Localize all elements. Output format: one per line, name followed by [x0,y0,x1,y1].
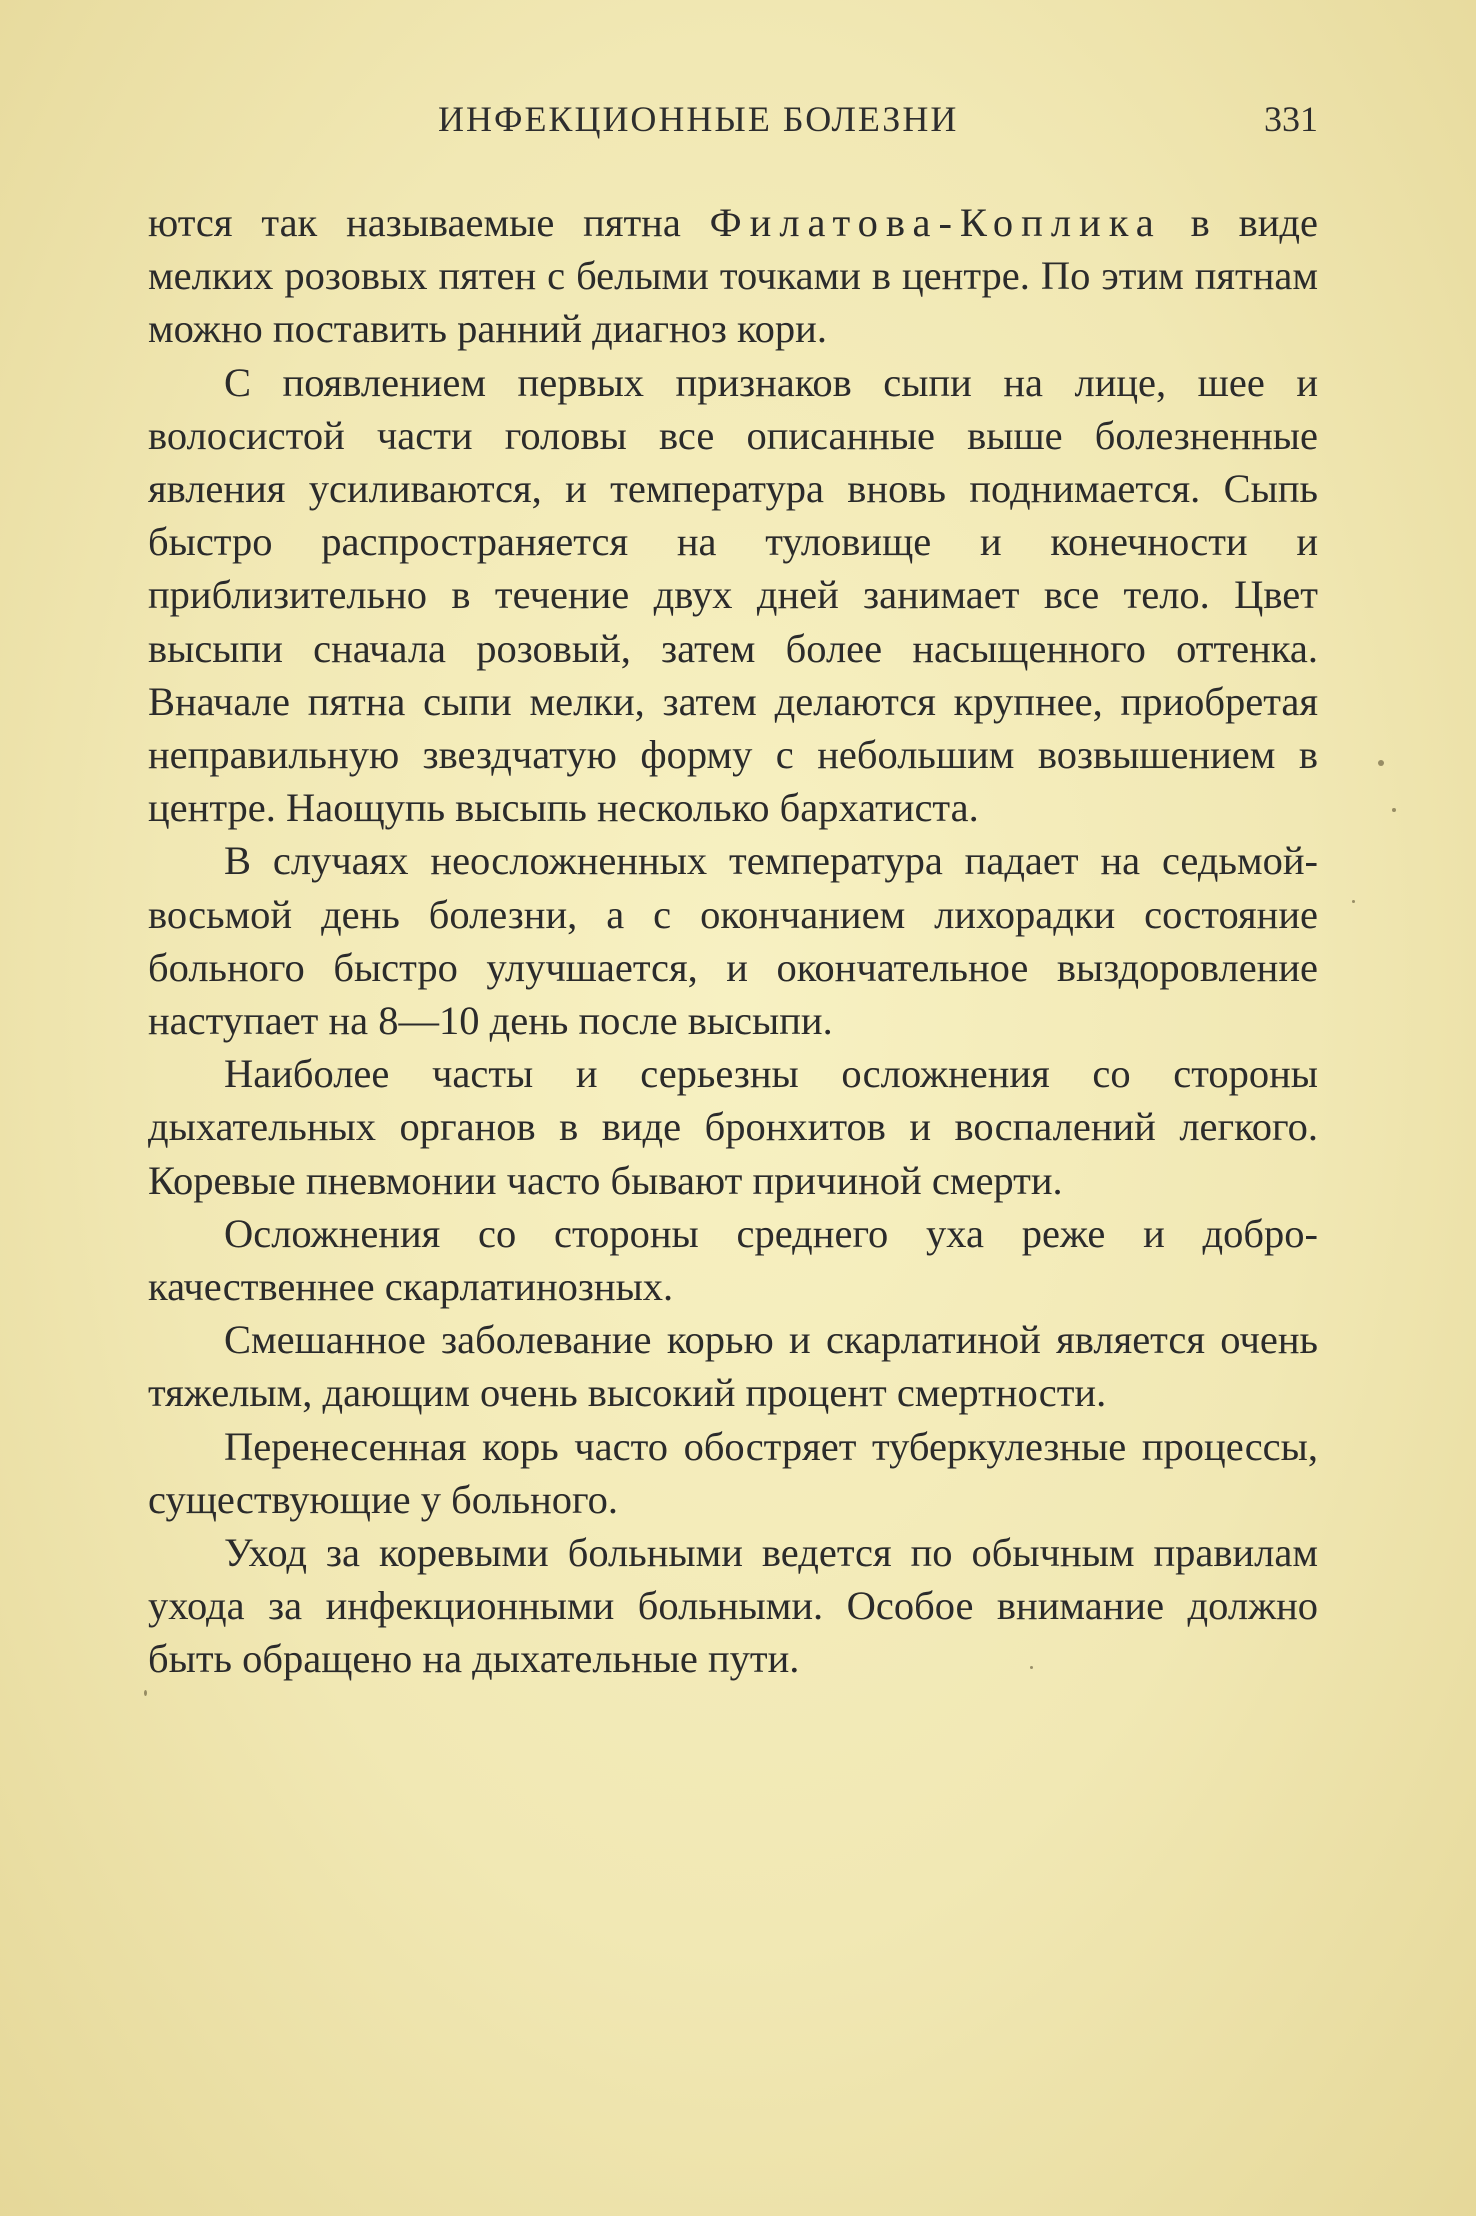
body-text [148,196,1318,1686]
running-head: ИНФЕКЦИОННЫЕ БОЛЕЗНИ [438,99,959,139]
paragraph-1-tail: в виде мелких розовых пятен с белыми точками в центре. По этим пятнам можно поставить ранний диагноз кори. [148,200,1318,352]
paper-speck [1030,1666,1033,1669]
paper-speck [1378,760,1384,766]
paragraph-5: Осложнения со стороны среднего уха реже и доброкачественнее скарлатинозных. [148,1210,1318,1310]
page-number: 331 [1264,99,1318,139]
paragraph-8: Уход за коревыми больными ведется по обычным правилам ухода за инфекционными больными. Особое внимание должно быть обращено на дыхательные пути. [148,1530,1318,1682]
paragraph-6: Смешанное заболевание корью и скарлатиной является очень тяжелым, дающим очень высокий процент смертности. [148,1317,1318,1416]
paper-speck [1392,808,1396,812]
paragraph-1-lead: ются так называемые пятна [148,200,710,245]
page-header [148,98,1318,154]
paper-speck [1352,900,1355,903]
paragraph-4: Наиболее часты и серьезны осложнения со стороны дыхательных органов в виде бронхитов и воспалений легкого. Коревые пневмонии часто бывают причиной смерти. [148,1051,1318,1203]
paragraph-2: С появлением первых признаков сыпи на лице, шее и волосистой части головы все описанные выше болезненные явления усиливаются, и температура вновь поднимается. Сыпь быстро распространяется на туловище и конечности и приблизительно в течение двух дней занимает все тело. Цвет высыпи сначала розовый, затем более насыщенного оттенка. Вначале пятна сыпи мелки, затем делаются крупнее, приобретая неправильную звездчатую форму с небольшим возвышением в центре. Наощупь высыпь несколько бархатиста. [148,359,1318,831]
paper-speck [144,1690,147,1696]
proper-name-spaced: Филатова-Коплика [709,200,1162,245]
paragraph-7: Перенесенная корь часто обостряет туберкулезные процессы, существующие у больного. [148,1423,1318,1522]
paragraph-3: В случаях неосложненных температура падает на седьмой-восьмой день болезни, а с окончанием лихорадки состояние больного быстро улучшается, и окончательное выздоровление наступает на 8—10 день после высыпи. [148,838,1318,1044]
paragraph-1 [148,196,1318,356]
